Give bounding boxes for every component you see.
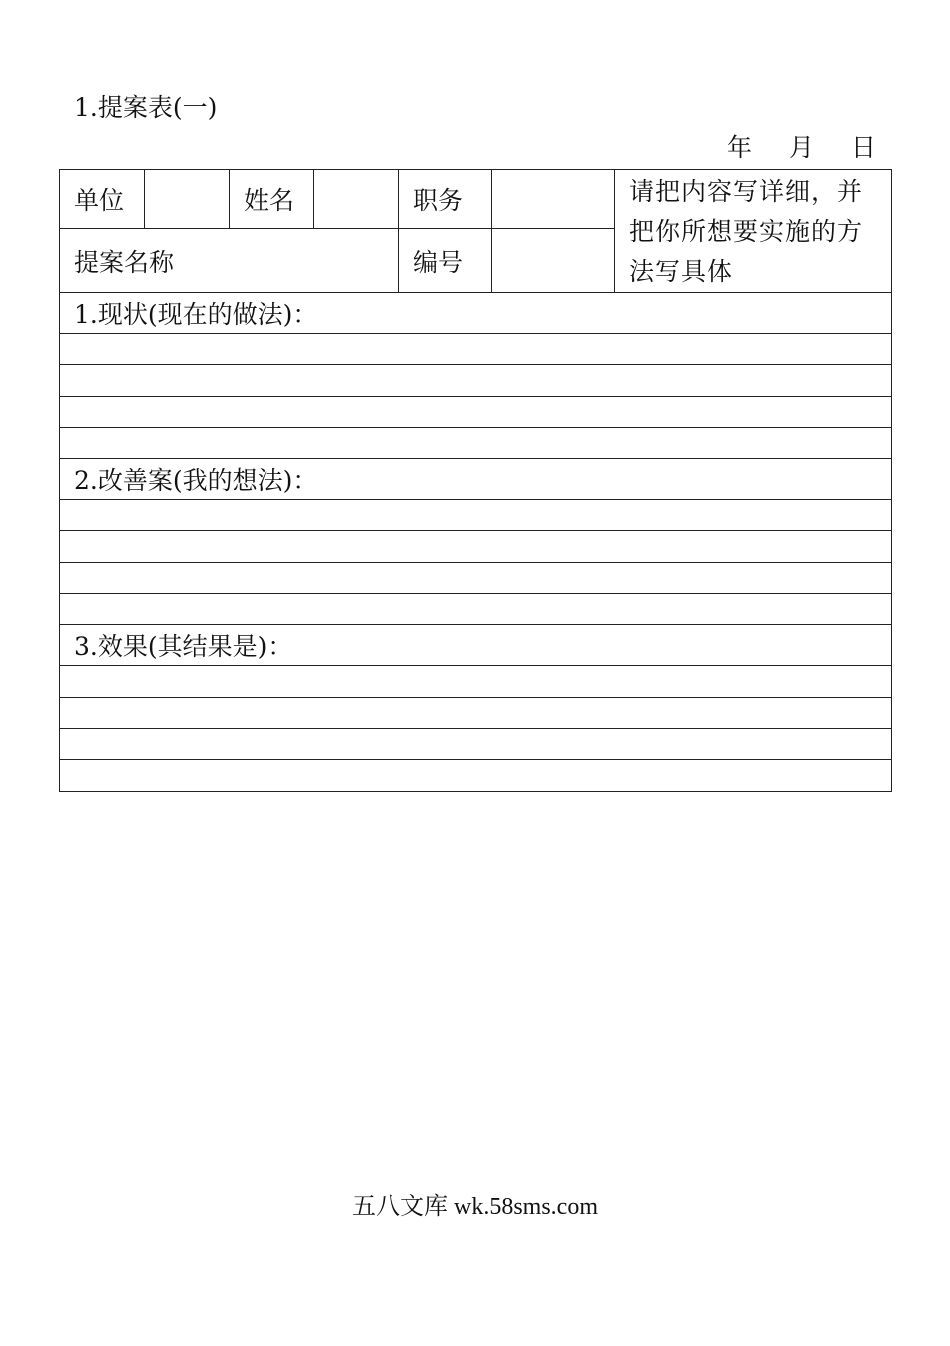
section-improvement-line[interactable] [60,594,892,625]
section-current-line[interactable] [60,427,892,458]
writing-line[interactable] [60,365,892,396]
section-current-line[interactable] [60,396,892,427]
document-title: 1.提案表(一) [74,93,218,122]
unit-label: 单位 [60,170,145,229]
position-field[interactable] [492,170,615,229]
writing-line[interactable] [60,728,892,759]
section-effect-line[interactable] [60,728,892,759]
section-effect-label: 3.效果(其结果是)： [60,625,892,666]
writing-line[interactable] [60,427,892,458]
writing-line[interactable] [60,334,892,365]
proposal-name-label: 提案名称 [74,247,175,277]
writing-line[interactable] [60,396,892,427]
date-line [713,132,876,164]
section-current-line[interactable] [60,334,892,365]
name-label: 姓名 [230,170,314,229]
writing-line[interactable] [60,760,892,791]
section-improvement-line[interactable] [60,500,892,531]
writing-line[interactable] [60,531,892,562]
number-label: 编号 [399,229,492,293]
writing-line[interactable] [60,500,892,531]
position-label: 职务 [399,170,492,229]
section-current-line[interactable] [60,365,892,396]
instruction-note: 请把内容写详细，并把你所想要实施的方法写具体 [615,170,892,293]
section-improvement-header [60,459,892,500]
section-effect-line[interactable] [60,697,892,728]
section-improvement-line[interactable] [60,562,892,593]
unit-field[interactable] [145,170,230,229]
section-effect-header [60,625,892,666]
writing-line[interactable] [60,562,892,593]
writing-line[interactable] [60,666,892,697]
section-effect-line[interactable] [60,760,892,791]
number-field[interactable] [492,229,615,293]
proposal-form-table [59,169,892,792]
writing-line[interactable] [60,697,892,728]
section-current-header [60,293,892,334]
section-current-label: 1.现状(现在的做法)： [60,293,892,334]
proposal-name-field[interactable] [60,229,399,293]
section-improvement-label: 2.改善案(我的想法)： [60,459,892,500]
date-day-label: 日 [850,133,876,162]
header-row-1 [60,170,892,229]
section-effect-line[interactable] [60,666,892,697]
section-improvement-line[interactable] [60,531,892,562]
date-month-label: 月 [789,133,815,162]
writing-line[interactable] [60,594,892,625]
footer-watermark: 五八文库 wk.58sms.com [352,1194,598,1220]
date-year-label: 年 [727,133,753,162]
name-field[interactable] [314,170,399,229]
